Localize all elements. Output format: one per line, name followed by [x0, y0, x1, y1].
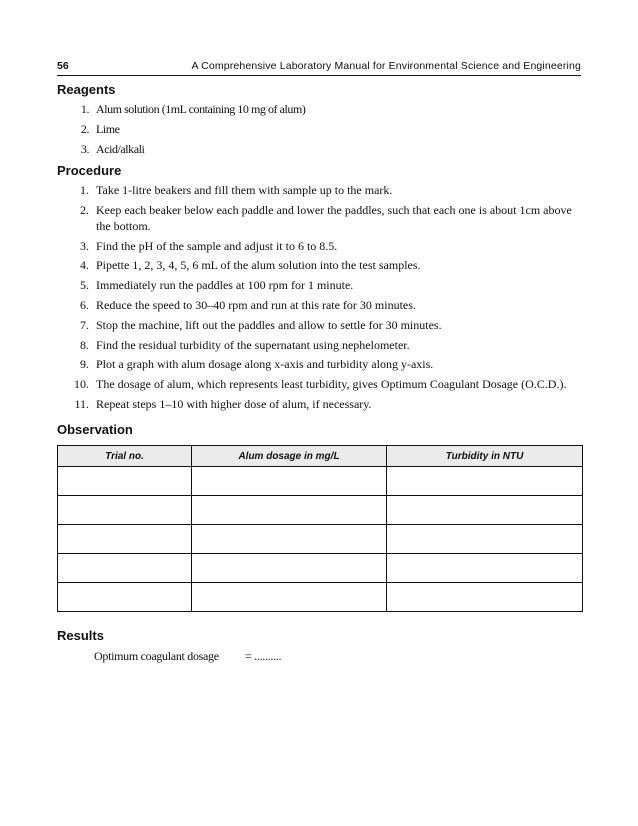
- procedure-step: [57, 297, 585, 313]
- list-item-text: Immediately run the paddles at 100 rpm for 1 minute.: [96, 278, 354, 293]
- list-item-text: Keep each beaker below each paddle and lower the paddles, such that each one is about 1cm above the bottom.: [96, 202, 572, 233]
- list-item-number: 5.: [80, 278, 89, 293]
- result-line: [94, 649, 282, 664]
- page-number: 56: [57, 60, 69, 72]
- table-cell: [387, 583, 583, 612]
- col-header-turbidity: Turbidity in NTU: [387, 446, 583, 467]
- list-item-text: Find the pH of the sample and adjust it to 6 to 8.5.: [96, 238, 338, 253]
- procedure-step: [57, 376, 585, 392]
- table-cell: [192, 496, 387, 525]
- list-item-text: Take 1-litre beakers and fill them with sample up to the mark.: [96, 183, 393, 197]
- list-item-text: Pipette 1, 2, 3, 4, 5, 6 mL of the alum solution into the test samples.: [96, 258, 421, 273]
- results-heading: Results: [57, 628, 104, 643]
- procedure-step: [57, 277, 585, 293]
- list-item-number: 7.: [80, 317, 89, 332]
- table-cell: [58, 525, 192, 554]
- observation-table: [57, 445, 583, 612]
- table-row: [58, 496, 583, 525]
- table-cell: [58, 583, 192, 612]
- table-cell: [192, 554, 387, 583]
- observation-heading: Observation: [57, 422, 133, 437]
- list-item-text: Repeat steps 1–10 with higher dose of alum, if necessary.: [96, 396, 372, 411]
- procedure-list: [57, 182, 585, 416]
- list-item-number: 2.: [80, 202, 89, 217]
- col-header-trial-no: Trial no.: [58, 446, 192, 467]
- list-item-number: 11.: [74, 396, 89, 411]
- list-item-text: Alum solution (1mL containing 10 mg of alum): [96, 102, 306, 116]
- reagent-item: [57, 141, 585, 157]
- list-item-number: 9.: [80, 357, 89, 372]
- list-item-text: Plot a graph with alum dosage along x-axis and turbidity along y-axis.: [96, 357, 434, 372]
- book-title: A Comprehensive Laboratory Manual for Environmental Science and Engineering: [191, 60, 581, 72]
- list-item-number: 1.: [80, 102, 89, 116]
- list-item-text: Lime: [96, 122, 120, 136]
- list-item-text: The dosage of alum, which represents least turbidity, gives Optimum Coagulant Dosage (O.C.D.).: [96, 377, 567, 392]
- list-item-text: Find the residual turbidity of the supernatant using nephelometer.: [96, 337, 410, 352]
- table-cell: [192, 467, 387, 496]
- list-item-number: 3.: [80, 238, 89, 253]
- table-row: [58, 554, 583, 583]
- list-item-number: 1.: [80, 183, 89, 197]
- col-header-alum-dosage: Alum dosage in mg/L: [192, 446, 387, 467]
- procedure-step: [57, 337, 585, 353]
- table-cell: [192, 525, 387, 554]
- table-row: [58, 583, 583, 612]
- table-cell: [387, 496, 583, 525]
- table-row: [58, 467, 583, 496]
- reagents-list: [57, 101, 585, 161]
- table-cell: [387, 525, 583, 554]
- reagents-heading: Reagents: [57, 82, 116, 97]
- list-item-number: 3.: [80, 142, 89, 156]
- table-cell: [58, 496, 192, 525]
- table-cell: [387, 467, 583, 496]
- procedure-step: [57, 396, 585, 412]
- list-item-number: 2.: [80, 122, 89, 136]
- procedure-step: [57, 202, 585, 234]
- table-header-row: [58, 446, 583, 467]
- procedure-heading: Procedure: [57, 163, 122, 178]
- reagent-item: [57, 121, 585, 137]
- result-label: Optimum coagulant dosage: [94, 649, 219, 663]
- list-item-number: 8.: [80, 337, 89, 352]
- table-row: [58, 525, 583, 554]
- procedure-step: [57, 257, 585, 273]
- list-item-number: 4.: [80, 258, 89, 273]
- running-header: [57, 58, 581, 76]
- procedure-step: [57, 238, 585, 254]
- table-cell: [387, 554, 583, 583]
- list-item-number: 10.: [74, 377, 89, 392]
- table-cell: [192, 583, 387, 612]
- procedure-step: [57, 356, 585, 372]
- procedure-step: [57, 182, 585, 198]
- list-item-text: Acid/alkali: [96, 142, 145, 156]
- procedure-step: [57, 317, 585, 333]
- table-cell: [58, 554, 192, 583]
- list-item-number: 6.: [80, 297, 89, 312]
- list-item-text: Stop the machine, lift out the paddles and allow to settle for 30 minutes.: [96, 317, 442, 332]
- list-item-text: Reduce the speed to 30–40 rpm and run at this rate for 30 minutes.: [96, 297, 416, 312]
- reagent-item: [57, 101, 585, 117]
- result-value: = ..........: [245, 649, 282, 663]
- table-cell: [58, 467, 192, 496]
